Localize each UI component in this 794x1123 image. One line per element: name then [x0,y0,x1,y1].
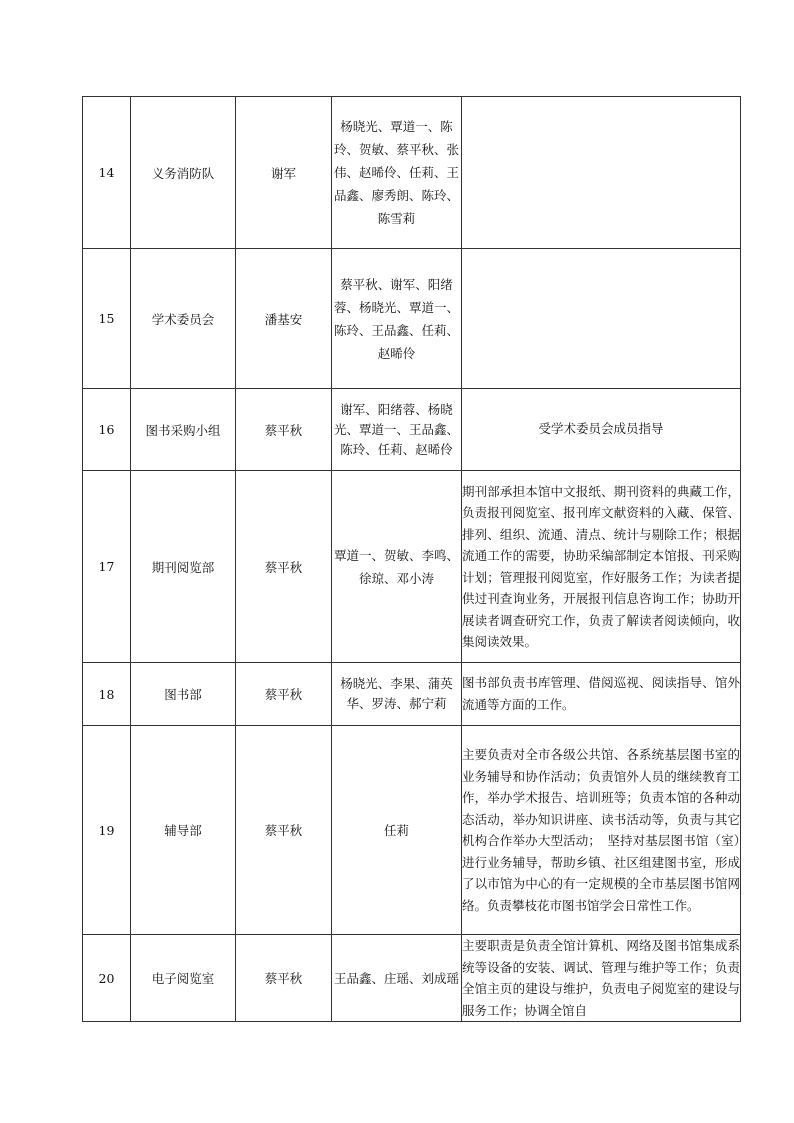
duty-cell: 受学术委员会成员指导 [462,389,741,471]
department-name: 义务消防队 [131,97,236,249]
department-name: 学术委员会 [131,249,236,389]
table-row [83,249,741,389]
row-number: 15 [83,249,131,389]
table-row [83,935,741,1022]
members-cell: 蔡平秋、谢军、阳绪蓉、杨晓光、覃道一、陈玲、王品鑫、任莉、赵晞伶 [332,249,462,389]
leader-name: 蔡平秋 [236,935,332,1022]
row-number: 17 [83,471,131,663]
leader-name: 蔡平秋 [236,389,332,471]
department-name: 期刊阅览部 [131,471,236,663]
department-name: 图书部 [131,663,236,726]
duty-cell: 期刊部承担本馆中文报纸、期刊资料的典藏工作，负责报刊阅览室、报刊库文献资料的入藏、保管、排列、组织、流通、清点、统计与剔除工作；根据流通工作的需要，协助采编部制定本馆报、刊采购计划；管理报刊阅览室，作好服务工作；为读者提供过刊查询业务，开展报刊信息咨询工作；协助开展读者调查研究工作，负责了解读者阅读倾向，收集阅读效果。 [462,471,741,663]
members-cell: 王品鑫、庄瑶、刘成瑶 [332,935,462,1022]
table-row [83,389,741,471]
department-name: 图书采购小组 [131,389,236,471]
duty-cell [462,97,741,249]
members-cell: 谢军、阳绪蓉、杨晓光、覃道一、王品鑫、陈玲、任莉、赵晞伶 [332,389,462,471]
members-cell: 任莉 [332,726,462,935]
leader-name: 蔡平秋 [236,726,332,935]
department-name: 电子阅览室 [131,935,236,1022]
leader-name: 蔡平秋 [236,663,332,726]
department-name: 辅导部 [131,726,236,935]
staff-table [82,96,741,1022]
row-number: 18 [83,663,131,726]
leader-name: 谢军 [236,97,332,249]
row-number: 19 [83,726,131,935]
members-cell: 杨晓光、覃道一、陈玲、贺敏、蔡平秋、张伟、赵晞伶、任莉、王品鑫、廖秀朗、陈玲、陈雪莉 [332,97,462,249]
leader-name: 蔡平秋 [236,471,332,663]
row-number: 20 [83,935,131,1022]
leader-name: 潘基安 [236,249,332,389]
members-cell: 杨晓光、李果、蒲英华、罗涛、郝宁莉 [332,663,462,726]
duty-cell: 图书部负责书库管理、借阅巡视、阅读指导、馆外流通等方面的工作。 [462,663,741,726]
duty-cell: 主要职责是负责全馆计算机、网络及图书馆集成系统等设备的安装、调试、管理与维护等工作；负责全馆主页的建设与维护，负责电子阅览室的建设与服务工作；协调全馆自 [462,935,741,1022]
row-number: 16 [83,389,131,471]
duty-cell: 主要负责对全市各级公共馆、各系统基层图书室的业务辅导和协作活动；负责馆外人员的继续教育工作，举办学术报告、培训班等；负责本馆的各种动态活动，举办知识讲座、读书活动等，负责与其它机构合作举办大型活动； 坚持对基层图书馆（室）进行业务辅导，帮助乡镇、社区组建图书室，形成了以市馆为中心的有一定规模的全市基层图书馆网络。负责攀枝花市图书馆学会日常性工作。 [462,726,741,935]
row-number: 14 [83,97,131,249]
table-row [83,726,741,935]
table-row [83,471,741,663]
members-cell: 覃道一、贺敏、李鸣、徐琼、邓小涛 [332,471,462,663]
duty-cell [462,249,741,389]
table-row [83,663,741,726]
table-row [83,97,741,249]
